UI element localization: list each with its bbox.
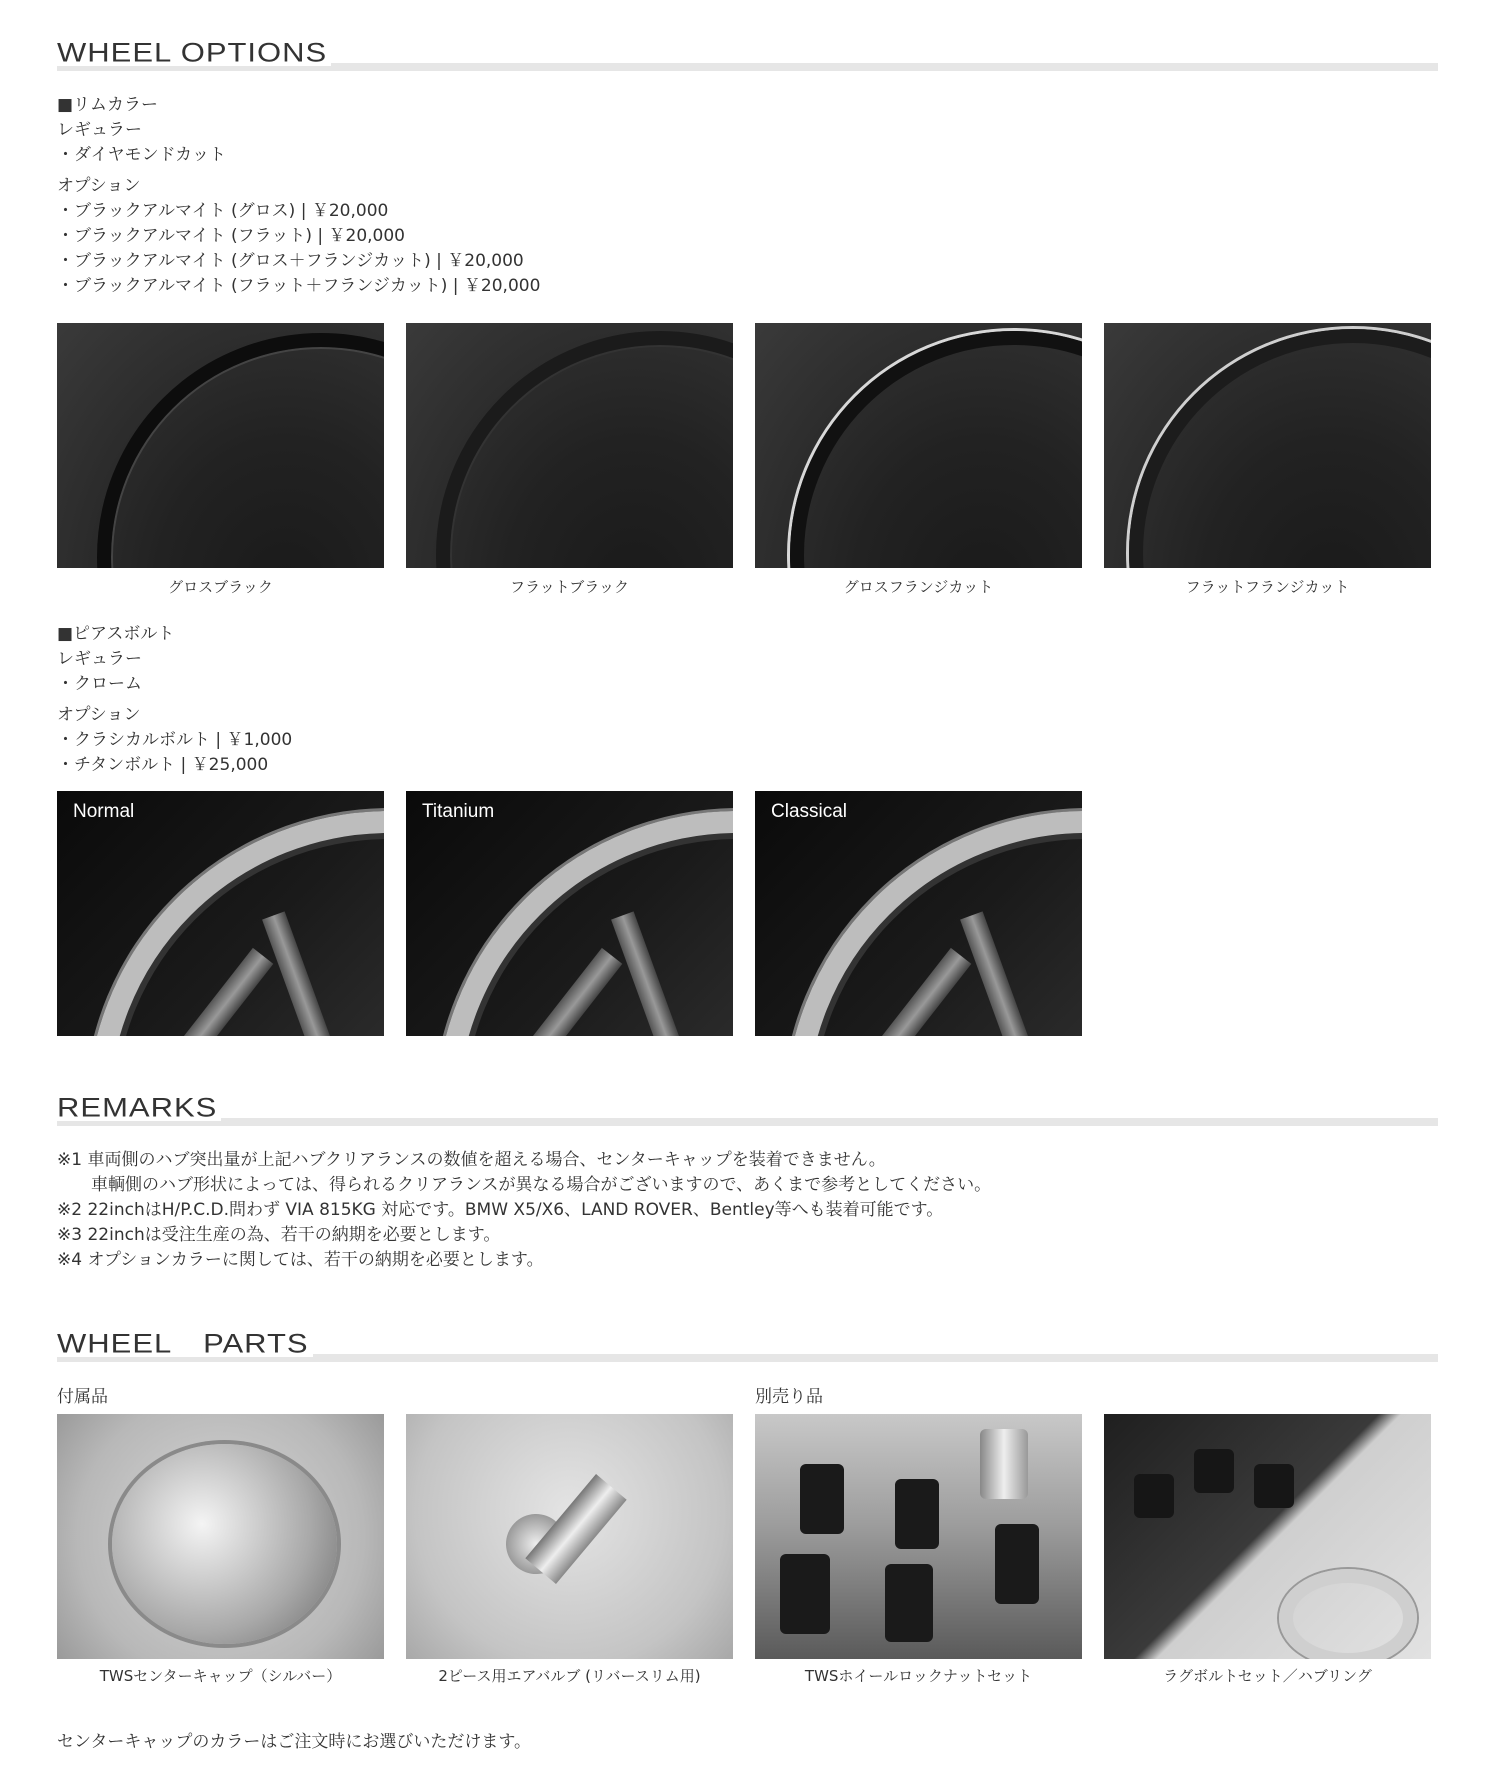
rim-caption: グロスブラック (168, 578, 273, 596)
bolt-label: Normal (73, 801, 135, 822)
part-caption: TWSホイールロックナットセット (804, 1667, 1033, 1685)
remark-line: 車輌側のハブ形状によっては、得られるクリアランスが異なる場合がございますので、あくまで参考としてください。 (57, 1175, 992, 1195)
lug-bolt-hub-ring-image (1104, 1414, 1431, 1659)
rim-option-item: ・ブラックアルマイト (フラット＋フランジカット) | ￥20,000 (57, 276, 541, 296)
bolt-option-item: ・チタンボルト | ￥25,000 (57, 755, 269, 775)
center-cap-image (57, 1414, 384, 1659)
bolt-image-normal (57, 791, 384, 1036)
wheel-parts-heading (57, 1327, 1438, 1357)
remark-line: ※2 22inchはH/P.C.D.問わず VIA 815KG 対応です。BMW X5/X6、LAND ROVER、Bentley等へも装着可能です。 (57, 1200, 944, 1220)
remark-line: ※4 オプションカラーに関しては、若干の納期を必要とします。 (57, 1250, 544, 1270)
air-valve-image (406, 1414, 733, 1659)
rim-color-heading: ■リムカラー (57, 95, 159, 115)
part-caption: TWSセンターキャップ（シルバー） (99, 1667, 342, 1685)
rim-image-flat-flange-cut (1104, 323, 1431, 568)
bolt-image-classical (755, 791, 1082, 1036)
part-caption: ラグボルトセット／ハブリング (1163, 1667, 1372, 1685)
remark-line: ※3 22inchは受注生産の為、若干の納期を必要とします。 (57, 1225, 501, 1245)
remark-line: ※1 車両側のハブ突出量が上記ハブクリアランスの数値を超える場合、センターキャップを装着できません。 (57, 1150, 886, 1170)
bolt-regular-label: レギュラー (57, 649, 142, 669)
rim-regular-item: ・ダイヤモンドカット (57, 145, 226, 165)
rim-image-flat-black (406, 323, 733, 568)
pierce-bolt-heading: ■ピアスボルト (57, 624, 175, 644)
rim-caption: フラットブラック (510, 578, 629, 596)
heading-divider (57, 1118, 1438, 1126)
rim-image-gloss-black (57, 323, 384, 568)
rim-option-item: ・ブラックアルマイト (フラット) | ￥20,000 (57, 226, 405, 246)
wheel-parts-title: WHEEL PARTS (57, 1331, 313, 1357)
wheel-options-title: WHEEL OPTIONS (57, 40, 331, 66)
parts-note: センターキャップのカラーはご注文時にお選びいただけます。 (57, 1732, 531, 1752)
remarks-title: REMARKS (57, 1095, 221, 1121)
bolt-option-label: オプション (57, 705, 141, 725)
rim-image-gloss-flange-cut (755, 323, 1082, 568)
bolt-regular-item: ・クローム (57, 674, 142, 694)
bolt-option-item: ・クラシカルボルト | ￥1,000 (57, 730, 293, 750)
bolt-label: Classical (771, 801, 848, 822)
included-label: 付属品 (57, 1387, 108, 1407)
bolt-label: Titanium (422, 801, 495, 822)
rim-caption: フラットフランジカット (1185, 578, 1350, 596)
sold-separately-label: 別売り品 (755, 1387, 823, 1407)
lock-nut-set-image (755, 1414, 1082, 1659)
remarks-heading (57, 1091, 1438, 1121)
rim-option-label: オプション (57, 176, 141, 196)
rim-caption: グロスフランジカット (843, 578, 994, 596)
part-caption: 2ピース用エアバルブ (リバースリム用) (438, 1667, 701, 1685)
rim-option-item: ・ブラックアルマイト (グロス) | ￥20,000 (57, 201, 389, 221)
rim-regular-label: レギュラー (57, 120, 142, 140)
rim-option-item: ・ブラックアルマイト (グロス＋フランジカット) | ￥20,000 (57, 251, 524, 271)
bolt-image-titanium (406, 791, 733, 1036)
wheel-options-heading (57, 36, 1438, 66)
